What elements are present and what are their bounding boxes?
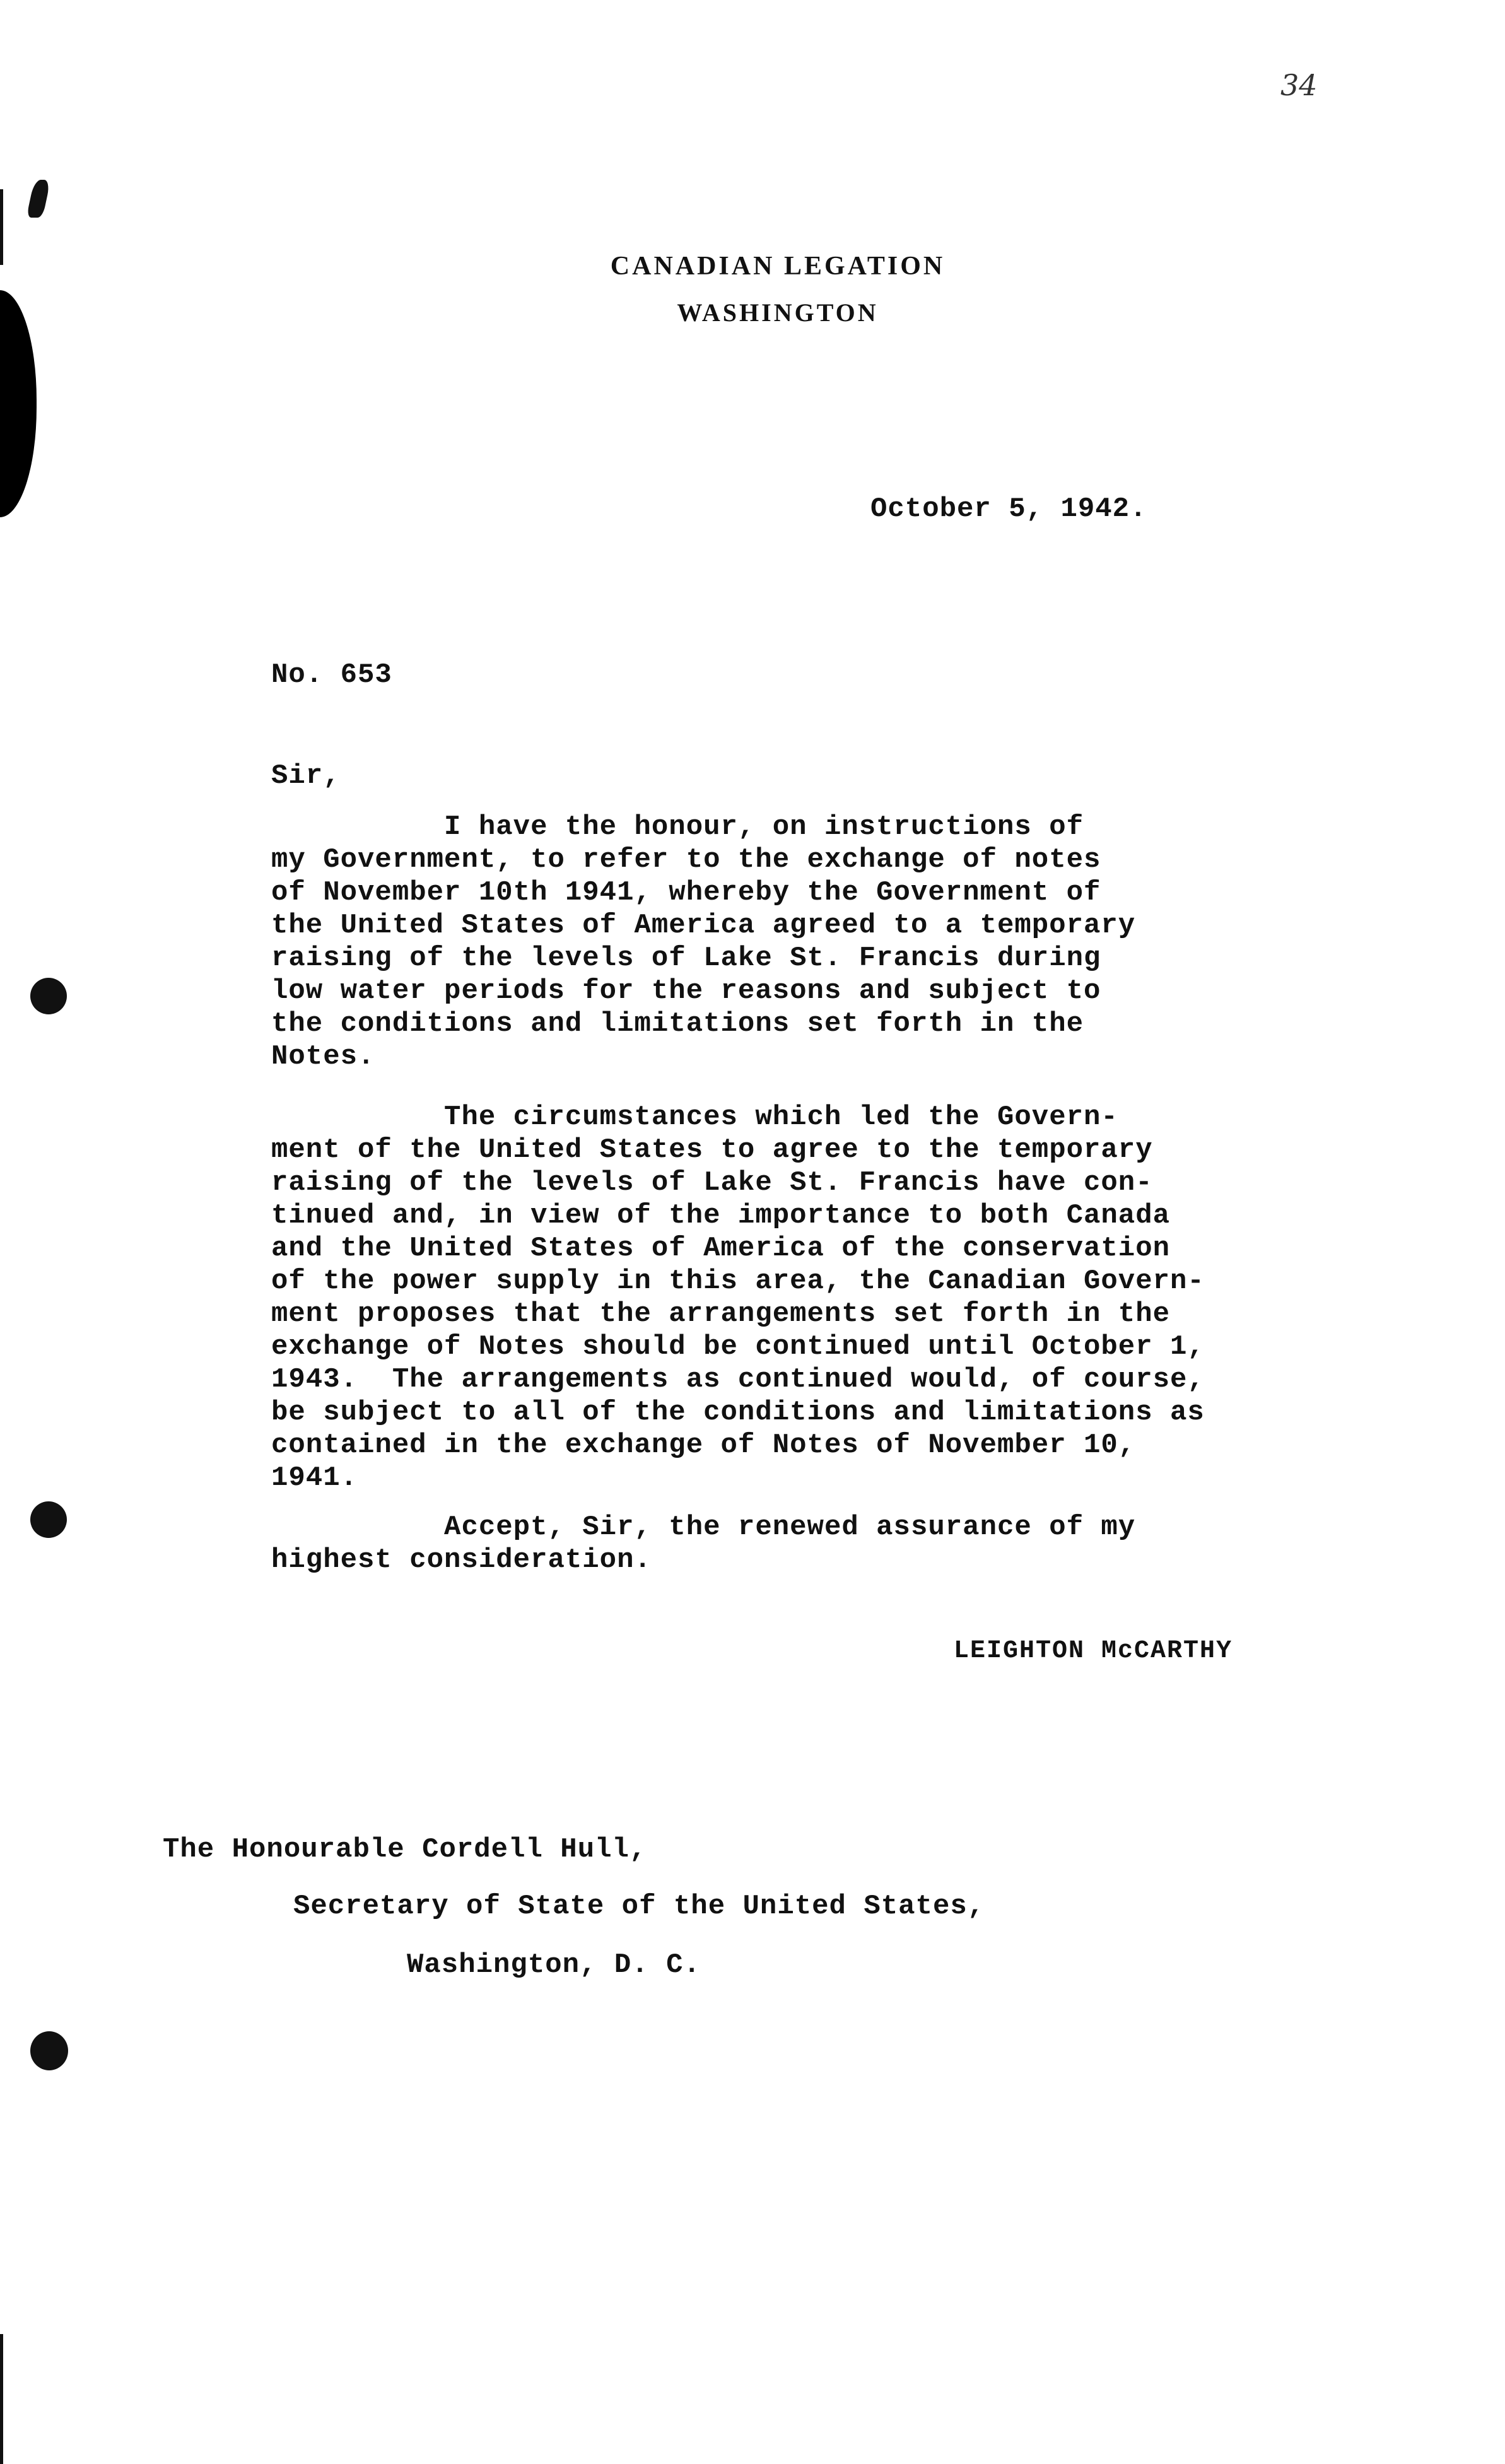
paragraph-line: the conditions and limitations set forth in the	[271, 1008, 1084, 1040]
paragraph-line: Notes.	[271, 1041, 375, 1072]
addressee-city: Washington, D. C.	[407, 1949, 701, 1981]
letterhead-city: WASHINGTON	[677, 298, 879, 327]
letterhead-title: CANADIAN LEGATION	[610, 252, 946, 281]
closing-paragraph	[271, 1511, 1135, 1576]
punch-hole-3	[30, 2031, 68, 2070]
paragraph-line: raising of the levels of Lake St. Francis have con-	[271, 1167, 1153, 1199]
salutation: Sir,	[271, 760, 341, 792]
punch-hole-2	[30, 1501, 67, 1538]
paragraph-line: the United States of America agreed to a temporary	[271, 910, 1136, 941]
binding-tick-mark	[26, 180, 51, 218]
addressee-title: Secretary of State of the United States,	[293, 1891, 985, 1922]
paragraph-line: The circumstances which led the Govern-	[271, 1101, 1118, 1133]
addressee-name: The Honourable Cordell Hull,	[163, 1834, 647, 1865]
body-paragraph-2	[271, 1101, 1205, 1494]
body-paragraph-1	[271, 811, 1135, 1073]
binding-edge-mark-bottom	[0, 2334, 3, 2464]
paragraph-line: 1943. The arrangements as continued would, of course,	[271, 1364, 1205, 1395]
paragraph-line: tinued and, in view of the importance to both Canada	[271, 1200, 1171, 1231]
paragraph-line: my Government, to refer to the exchange of notes	[271, 844, 1101, 876]
binding-edge-mark	[0, 189, 3, 265]
page-number: 34	[1280, 68, 1318, 102]
paragraph-line: exchange of Notes should be continued until October 1,	[271, 1331, 1205, 1363]
paragraph-line: of the power supply in this area, the Canadian Govern-	[271, 1265, 1205, 1297]
paragraph-line: highest consideration.	[271, 1544, 652, 1576]
paragraph-line: of November 10th 1941, whereby the Government of	[271, 877, 1101, 908]
paragraph-line: low water periods for the reasons and subject to	[271, 975, 1101, 1007]
paragraph-line: Accept, Sir, the renewed assurance of my	[271, 1511, 1136, 1543]
paragraph-line: contained in the exchange of Notes of November 10,	[271, 1429, 1136, 1461]
punch-hole-1	[30, 978, 67, 1014]
paragraph-line: ment of the United States to agree to the temporary	[271, 1134, 1153, 1166]
paragraph-line: ment proposes that the arrangements set forth in the	[271, 1298, 1171, 1330]
paragraph-line: 1941.	[271, 1462, 358, 1494]
paragraph-line: be subject to all of the conditions and limitations as	[271, 1397, 1205, 1428]
paragraph-line: I have the honour, on instructions of	[271, 811, 1084, 843]
reference-number: No. 653	[271, 659, 392, 691]
signature: LEIGHTON McCARTHY	[954, 1637, 1233, 1665]
letter-date: October 5, 1942.	[870, 493, 1147, 525]
paragraph-line: raising of the levels of Lake St. Francis during	[271, 942, 1101, 974]
paragraph-line: and the United States of America of the conservation	[271, 1233, 1171, 1264]
